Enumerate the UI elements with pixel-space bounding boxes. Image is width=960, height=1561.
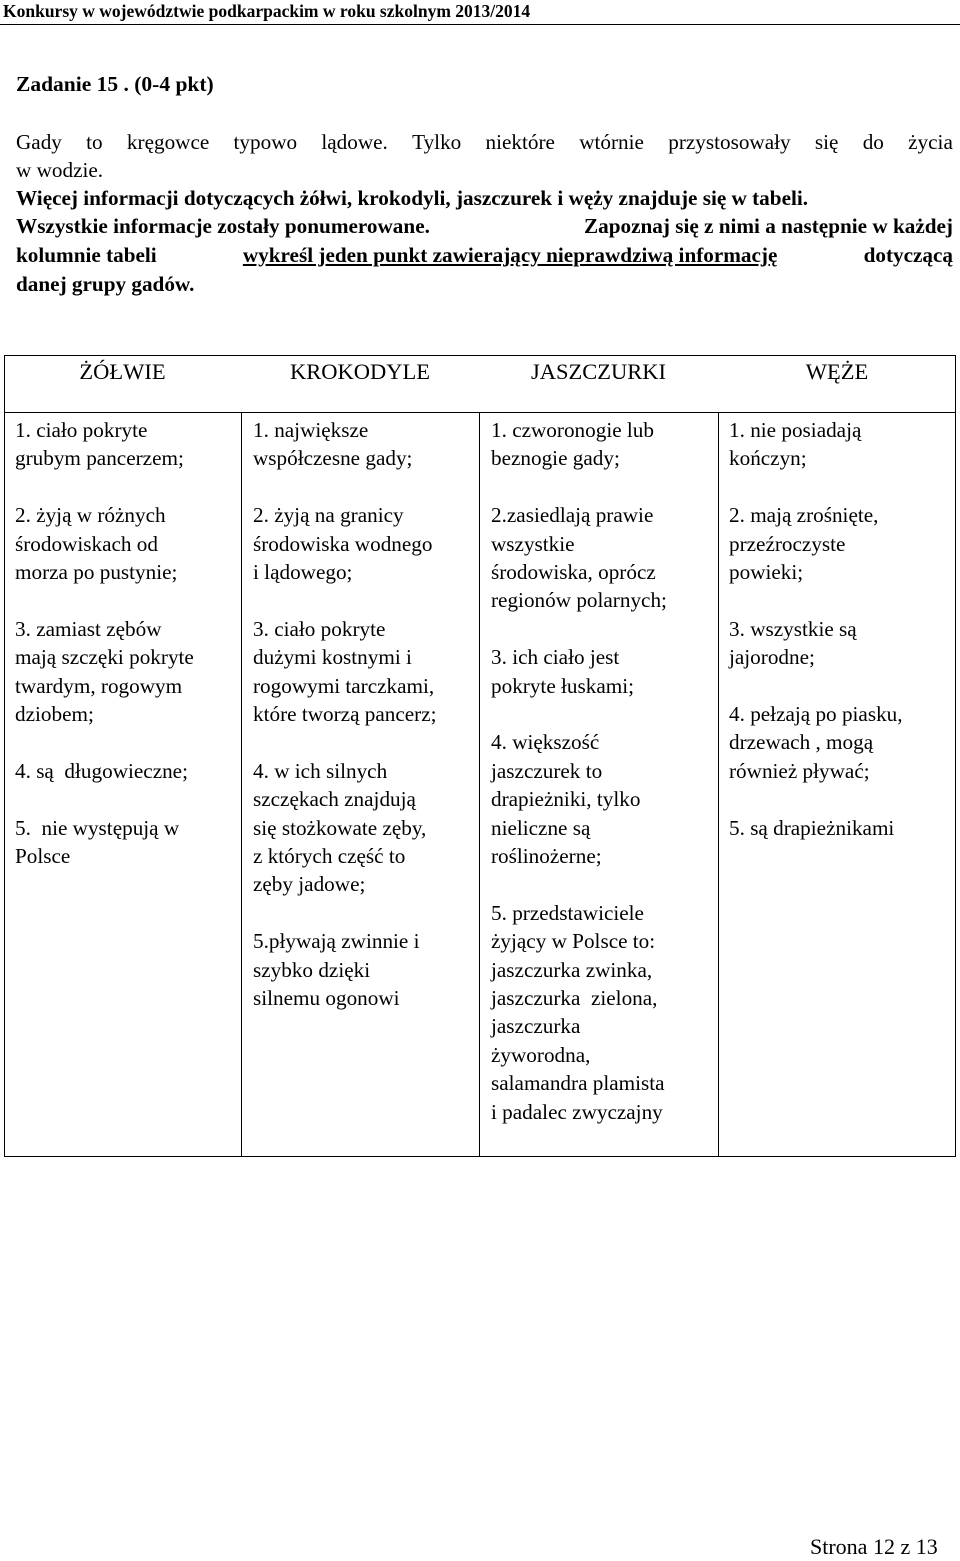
table-cell-line: jaszczurek to: [491, 758, 603, 783]
task-title: Zadanie 15 . (0-4 pkt): [16, 72, 214, 96]
table-cell-line: powieki;: [729, 560, 804, 585]
table-cell-line: 4. pełzają po piasku,: [729, 702, 903, 727]
column-divider: [479, 413, 480, 1156]
table-cell-item: [729, 814, 953, 842]
table-cell-line: 5.pływają zwinnie i: [253, 929, 420, 954]
intro-word: to: [86, 130, 103, 154]
intro-word: niektóre: [485, 130, 555, 154]
table-cell-line: dziobem;: [15, 702, 94, 727]
page-number-current: 12: [872, 1534, 895, 1559]
table-cell-line: Polsce: [15, 844, 71, 869]
column-crocodiles: [253, 416, 475, 1041]
column-heading-crocodiles: KROKODYLE: [290, 359, 430, 384]
table-cell-line: pokryte łuskami;: [491, 673, 634, 698]
table-cell-line: grubym pancerzem;: [15, 446, 184, 471]
table-cell-line: 2. mają zrośnięte,: [729, 503, 879, 528]
table-cell-line: 5. przedstawiciele: [491, 900, 644, 925]
column-turtles: [15, 416, 237, 899]
table-cell-line: środowiska, oprócz: [491, 560, 656, 585]
table-cell-line: 2. żyją w różnych: [15, 503, 166, 528]
table-cell-line: 1. największe: [253, 418, 369, 442]
column-heading-turtles: ŻÓŁWIE: [79, 359, 166, 384]
table-cell-line: żyjący w Polsce to:: [491, 929, 656, 954]
table-cell-line: szybko dzięki: [253, 957, 371, 982]
table-cell-item: [253, 501, 475, 586]
table-cell-line: i padalec zwyczajny: [491, 1099, 663, 1124]
instruction-line-2: [16, 212, 953, 240]
table-cell-line: szczękach znajdują: [253, 787, 416, 812]
table-cell-item: [15, 501, 237, 586]
table-header-divider: [4, 412, 956, 413]
table-cell-line: mają szczęki pokryte: [15, 645, 194, 670]
intro-word: wtórnie: [579, 130, 644, 154]
table-cell-line: środowiska wodnego: [253, 531, 433, 556]
table-cell-item: [491, 728, 715, 870]
table-cell-item: [491, 416, 715, 473]
table-cell-line: żyworodna,: [491, 1042, 591, 1067]
table-cell-line: drapieżniki, tylko: [491, 787, 641, 812]
running-header-text: Konkursy w województwie podkarpackim w roku szkolnym 2013/2014: [3, 1, 531, 21]
table-cell-line: 4. w ich silnych: [253, 758, 388, 783]
table-cell-line: roślinożerne;: [491, 844, 602, 869]
table-cell-line: 1. czworonogie lub: [491, 418, 654, 442]
instruction-emphasis: wykreśl jeden punkt zawierający nieprawdziwą informację: [242, 243, 778, 267]
table-cell-line: 2. żyją na granicy: [253, 503, 404, 528]
table-cell-line: jaszczurka: [491, 1014, 581, 1039]
instruction-line-1: Więcej informacji dotyczących żółwi, krokodyli, jaszczurek i węży znajduje się w tabeli.: [16, 186, 809, 210]
intro-line-2: w wodzie.: [16, 158, 104, 182]
table-cell-item: [729, 615, 953, 672]
table-cell-line: jajorodne;: [729, 645, 815, 670]
table-cell-line: morza po pustynie;: [15, 560, 178, 585]
page-number-total: 13: [915, 1534, 938, 1559]
table-cell-line: silnemu ogonowi: [253, 986, 400, 1011]
table-cell-line: jaszczurka zielona,: [491, 986, 658, 1011]
intro-word: typowo: [233, 130, 298, 154]
intro-word: Gady: [16, 130, 62, 154]
table-cell-line: drzewach , mogą: [729, 730, 874, 755]
table-cell-line: nieliczne są: [491, 815, 591, 840]
table-cell-line: 2.zasiedlają prawie: [491, 503, 654, 528]
table-cell-item: [729, 416, 953, 473]
table-cell-line: beznogie gady;: [491, 446, 620, 471]
instruction-line-2-a: Wszystkie informacje zostały ponumerowane.: [16, 214, 430, 238]
table-cell-item: [491, 899, 715, 1126]
table-cell-item: [253, 615, 475, 729]
table-cell-item: [729, 501, 953, 586]
table-cell-item: [253, 757, 475, 899]
intro-word: kręgowce: [126, 130, 210, 154]
intro-word: życia: [908, 130, 953, 154]
table-cell-line: regionów polarnych;: [491, 588, 667, 613]
table-cell-line: wszystkie: [491, 531, 575, 556]
page-number-middle: z: [894, 1534, 916, 1559]
table-cell-line: które tworzą pancerz;: [253, 702, 437, 727]
table-cell-line: dużymi kostnymi i: [253, 645, 412, 670]
table-cell-line: 3. ich ciało jest: [491, 645, 620, 670]
table-cell-item: [491, 643, 715, 700]
intro-word: się: [814, 130, 839, 154]
instruction-line-3-c: dotyczącą: [863, 243, 953, 267]
table-cell-line: się stożkowate zęby,: [253, 815, 427, 840]
instruction-line-3: [16, 241, 953, 269]
table-cell-line: salamandra plamista: [491, 1071, 665, 1096]
page-number: [810, 1533, 938, 1561]
intro-word: do: [862, 130, 884, 154]
table-cell-item: [15, 416, 237, 473]
table-cell-line: współczesne gady;: [253, 446, 413, 471]
table-cell-line: 3. wszystkie są: [729, 616, 857, 641]
intro-word: przystosowały: [668, 130, 791, 154]
table-cell-line: 5. są drapieżnikami: [729, 815, 895, 840]
table-cell-line: kończyn;: [729, 446, 807, 471]
table-cell-line: 5. nie występują w: [15, 815, 180, 840]
column-heading-lizards: JASZCZURKI: [530, 359, 666, 384]
table-cell-item: [253, 416, 475, 473]
table-cell-item: [15, 757, 237, 785]
table-cell-line: środowiskach od: [15, 531, 158, 556]
table-cell-line: 1. nie posiadają: [729, 418, 862, 442]
table-cell-line: z których część to: [253, 844, 406, 869]
table-cell-line: i lądowego;: [253, 560, 353, 585]
table-cell-item: [491, 501, 715, 615]
table-cell-line: również pływać;: [729, 758, 870, 783]
table-cell-line: twardym, rogowym: [15, 673, 183, 698]
column-divider: [241, 413, 242, 1156]
table-cell-line: zęby jadowe;: [253, 872, 366, 897]
column-divider: [718, 413, 719, 1156]
table-cell-line: 1. ciało pokryte: [15, 418, 148, 442]
running-header: [0, 0, 960, 25]
instruction-line-2-b: Zapoznaj się z nimi a następnie w każdej: [583, 214, 953, 238]
table-cell-line: rogowymi tarczkami,: [253, 673, 435, 698]
intro-word: Tylko: [412, 130, 462, 154]
instruction-line-3-a: kolumnie tabeli: [16, 243, 157, 267]
table-cell-item: [729, 700, 953, 785]
column-heading-snakes: WĘŻE: [805, 359, 869, 384]
table-cell-item: [253, 927, 475, 1012]
intro-word: lądowe.: [321, 130, 388, 154]
page-number-prefix: Strona: [810, 1534, 873, 1559]
table-cell-line: 4. większość: [491, 730, 600, 755]
instruction-line-4: danej grupy gadów.: [16, 272, 195, 296]
table-cell-line: 4. są długowieczne;: [15, 758, 188, 783]
column-snakes: [729, 416, 953, 870]
table-cell-line: 3. zamiast zębów: [15, 616, 162, 641]
table-cell-line: jaszczurka zwinka,: [491, 957, 653, 982]
table-cell-line: 3. ciało pokryte: [253, 616, 386, 641]
table-cell-item: [15, 615, 237, 729]
table-cell-item: [15, 814, 237, 871]
table-cell-line: przeźroczyste: [729, 531, 846, 556]
intro-line-1: [16, 128, 953, 156]
column-lizards: [491, 416, 715, 1154]
